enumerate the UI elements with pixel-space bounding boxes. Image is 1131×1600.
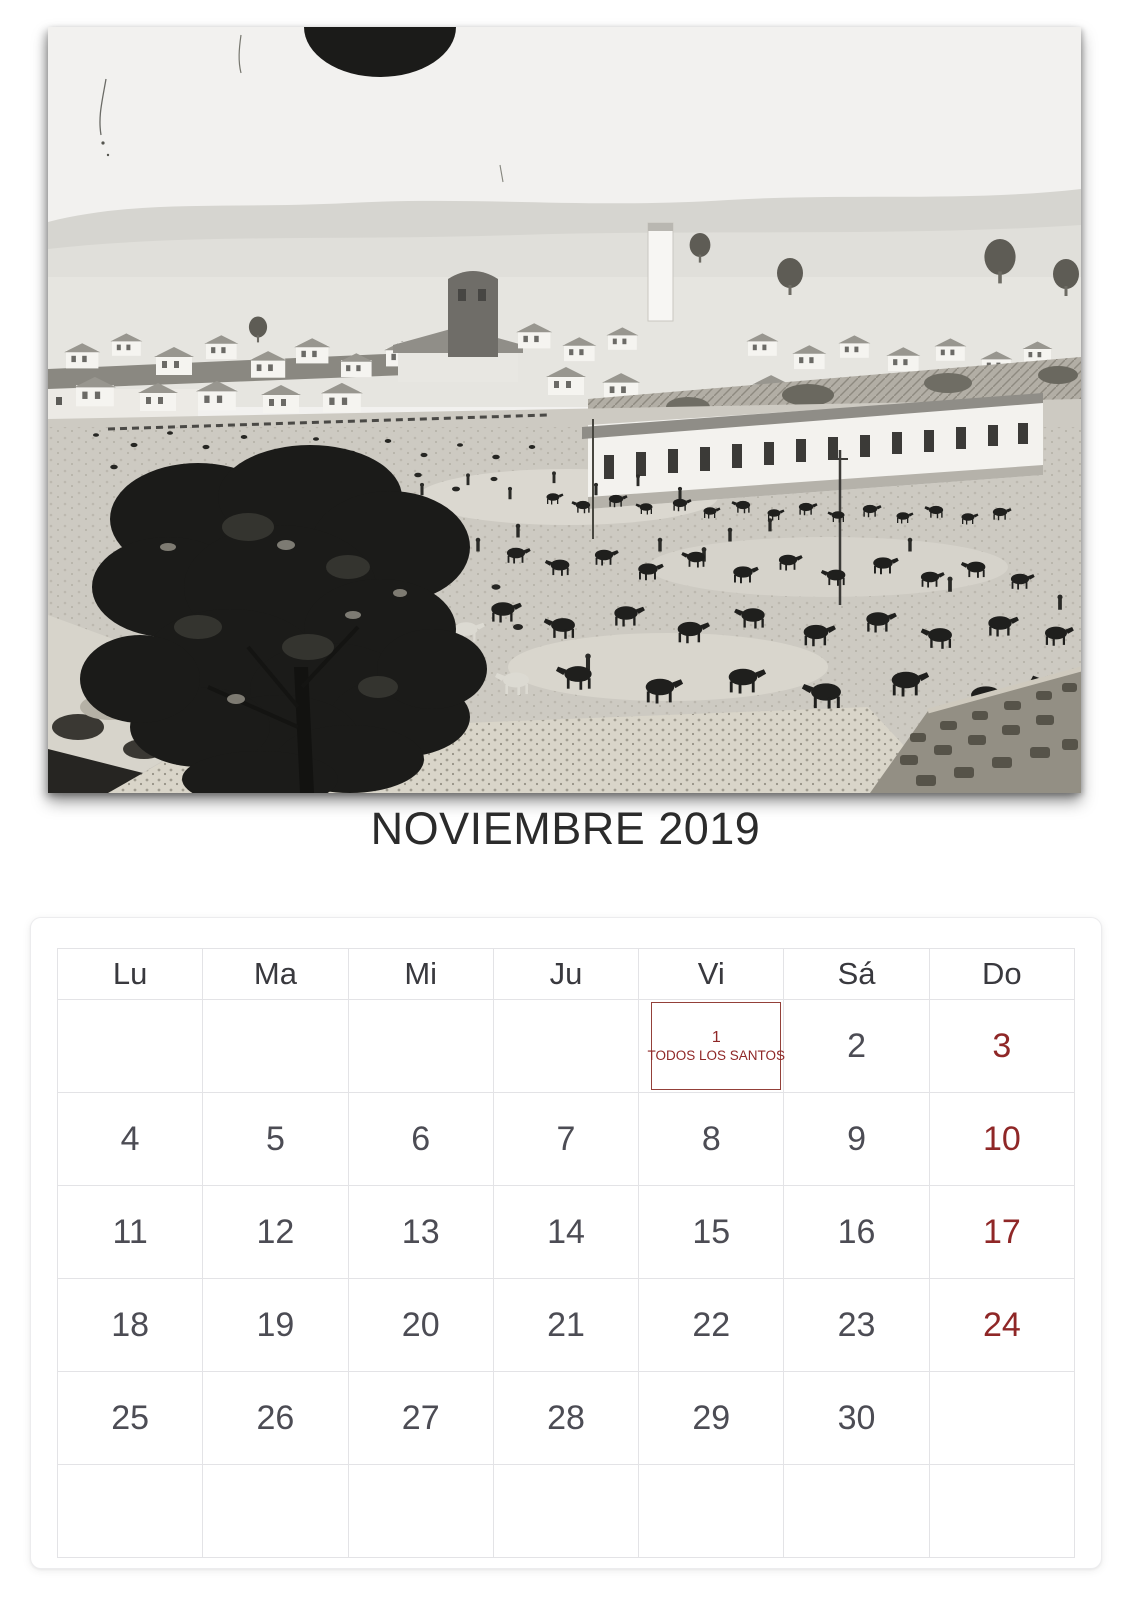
weekday-header-ma: Ma — [203, 949, 348, 1000]
weekday-header-do: Do — [930, 949, 1075, 1000]
day-cell — [494, 1000, 639, 1093]
day-cell: 2 — [784, 1000, 929, 1093]
weekday-header-mi: Mi — [349, 949, 494, 1000]
day-cell: 21 — [494, 1279, 639, 1372]
day-cell: 6 — [349, 1093, 494, 1186]
holiday-label: TODOS LOS SANTOS — [647, 1047, 786, 1063]
day-cell-sunday: 10 — [930, 1093, 1075, 1186]
day-cell: 15 — [639, 1186, 784, 1279]
day-cell: 27 — [349, 1372, 494, 1465]
day-cell: 29 — [639, 1372, 784, 1465]
day-cell — [784, 1465, 929, 1558]
day-cell-sunday — [930, 1372, 1075, 1465]
day-cell-sunday: 17 — [930, 1186, 1075, 1279]
day-cell: 26 — [203, 1372, 348, 1465]
day-cell: 8 — [639, 1093, 784, 1186]
weekday-header-ju: Ju — [494, 949, 639, 1000]
day-cell: 13 — [349, 1186, 494, 1279]
day-cell: 5 — [203, 1093, 348, 1186]
weekday-header-sa: Sá — [784, 949, 929, 1000]
day-cell: 4 — [58, 1093, 203, 1186]
weekday-header-vi: Vi — [639, 949, 784, 1000]
day-cell: 25 — [58, 1372, 203, 1465]
day-cell: 22 — [639, 1279, 784, 1372]
day-cell: 19 — [203, 1279, 348, 1372]
day-cell — [349, 1465, 494, 1558]
calendar-grid — [57, 948, 1075, 1558]
day-cell — [203, 1465, 348, 1558]
day-cell-sunday: 3 — [930, 1000, 1075, 1093]
day-cell: 7 — [494, 1093, 639, 1186]
day-cell — [349, 1000, 494, 1093]
holiday-box — [647, 1002, 786, 1090]
day-cell: 23 — [784, 1279, 929, 1372]
day-cell: 12 — [203, 1186, 348, 1279]
day-cell: 18 — [58, 1279, 203, 1372]
cattle-fair-photo — [48, 27, 1081, 793]
holiday-day-number: 1 — [711, 1028, 721, 1046]
day-cell: 11 — [58, 1186, 203, 1279]
day-cell-sunday: 24 — [930, 1279, 1075, 1372]
day-cell — [639, 1465, 784, 1558]
day-cell — [494, 1465, 639, 1558]
cattle-fair-photo-art — [48, 27, 1081, 793]
day-cell-holiday — [639, 1000, 784, 1093]
day-cell-sunday — [930, 1465, 1075, 1558]
day-cell — [58, 1000, 203, 1093]
day-cell: 28 — [494, 1372, 639, 1465]
day-cell: 16 — [784, 1186, 929, 1279]
calendar-card — [30, 917, 1102, 1569]
day-cell: 20 — [349, 1279, 494, 1372]
day-cell — [203, 1000, 348, 1093]
month-title: NOVIEMBRE 2019 — [370, 803, 761, 854]
day-cell: 14 — [494, 1186, 639, 1279]
weekday-header-lu: Lu — [58, 949, 203, 1000]
day-cell — [58, 1465, 203, 1558]
day-cell: 30 — [784, 1372, 929, 1465]
day-cell: 9 — [784, 1093, 929, 1186]
